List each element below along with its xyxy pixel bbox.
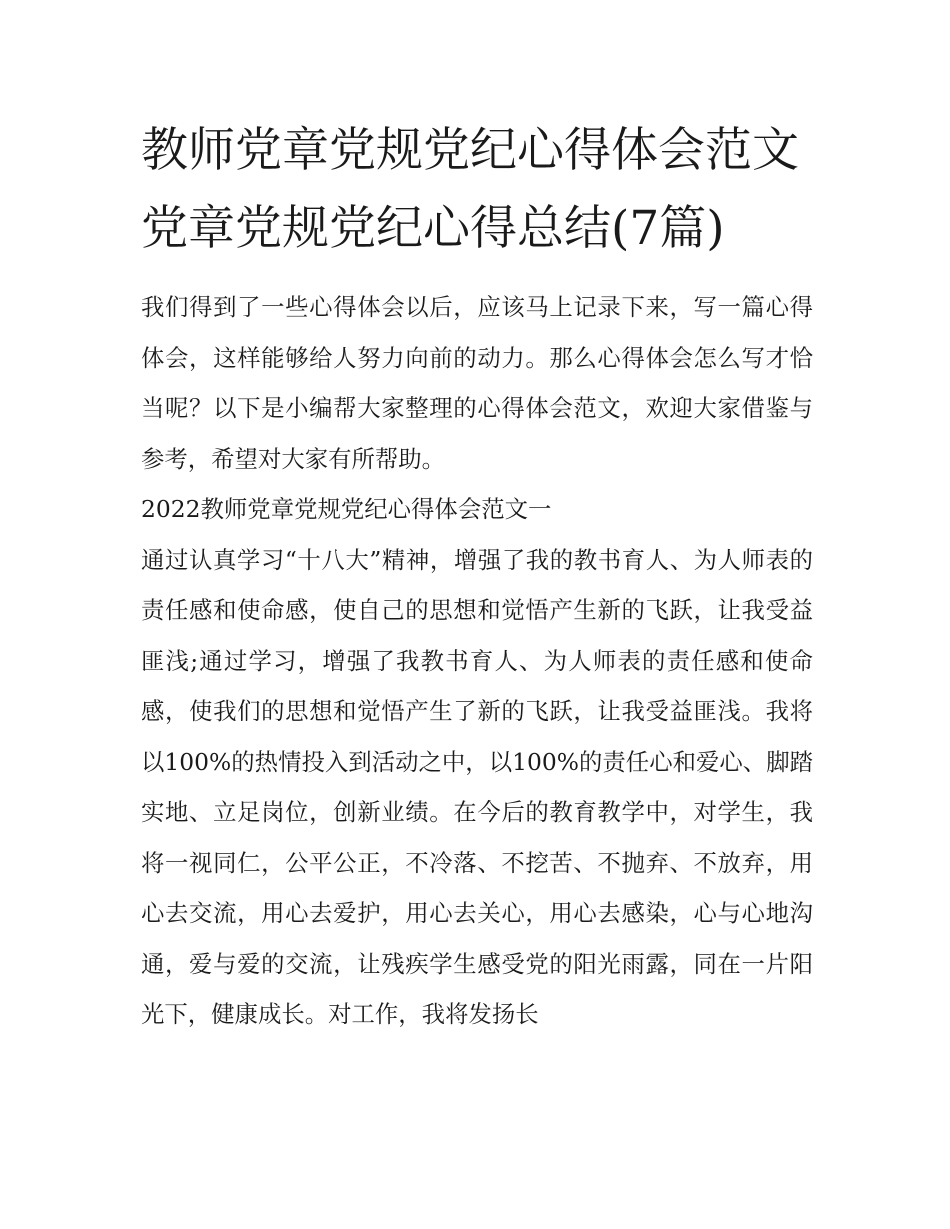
intro-paragraph: 我们得到了一些心得体会以后，应该马上记录下来，写一篇心得体会，这样能够给人努力向前的动力。那么心得体会怎么写才恰当呢？以下是小编帮大家整理的心得体会范文，欢迎大家借鉴与参考，希望对大家有所帮助。 bbox=[141, 293, 813, 473]
body-paragraph: 通过认真学习“十八大”精神，增强了我的教书育人、为人师表的责任感和使命感，使自己的思想和觉悟产生新的飞跃，让我受益匪浅;通过学习，增强了我教书育人、为人师表的责任感和使命感，使我们的思想和觉悟产生了新的飞跃，让我受益匪浅。我将以100%的热情投入到活动之中，以100%的责任心和爱心、脚踏实地、立足岗位，创新业绩。在今后的教育教学中，对学生，我将一视同仁，公平公正，不冷落、不挖苦、不抛弃、不放弃，用心去交流，用心去爱护，用心去关心，用心去感染，心与心地沟通，爱与爱的交流，让残疾学生感受党的阳光雨露，同在一片阳光下，健康成长。对工作，我将发扬长 bbox=[141, 545, 813, 1028]
document-page bbox=[141, 112, 813, 1040]
document-title: 教师党章党规党纪心得体会范文 党章党规党纪心得总结(7篇) bbox=[141, 123, 799, 256]
section-heading: 2022教师党章党规党纪心得体会范文一 bbox=[141, 495, 552, 523]
